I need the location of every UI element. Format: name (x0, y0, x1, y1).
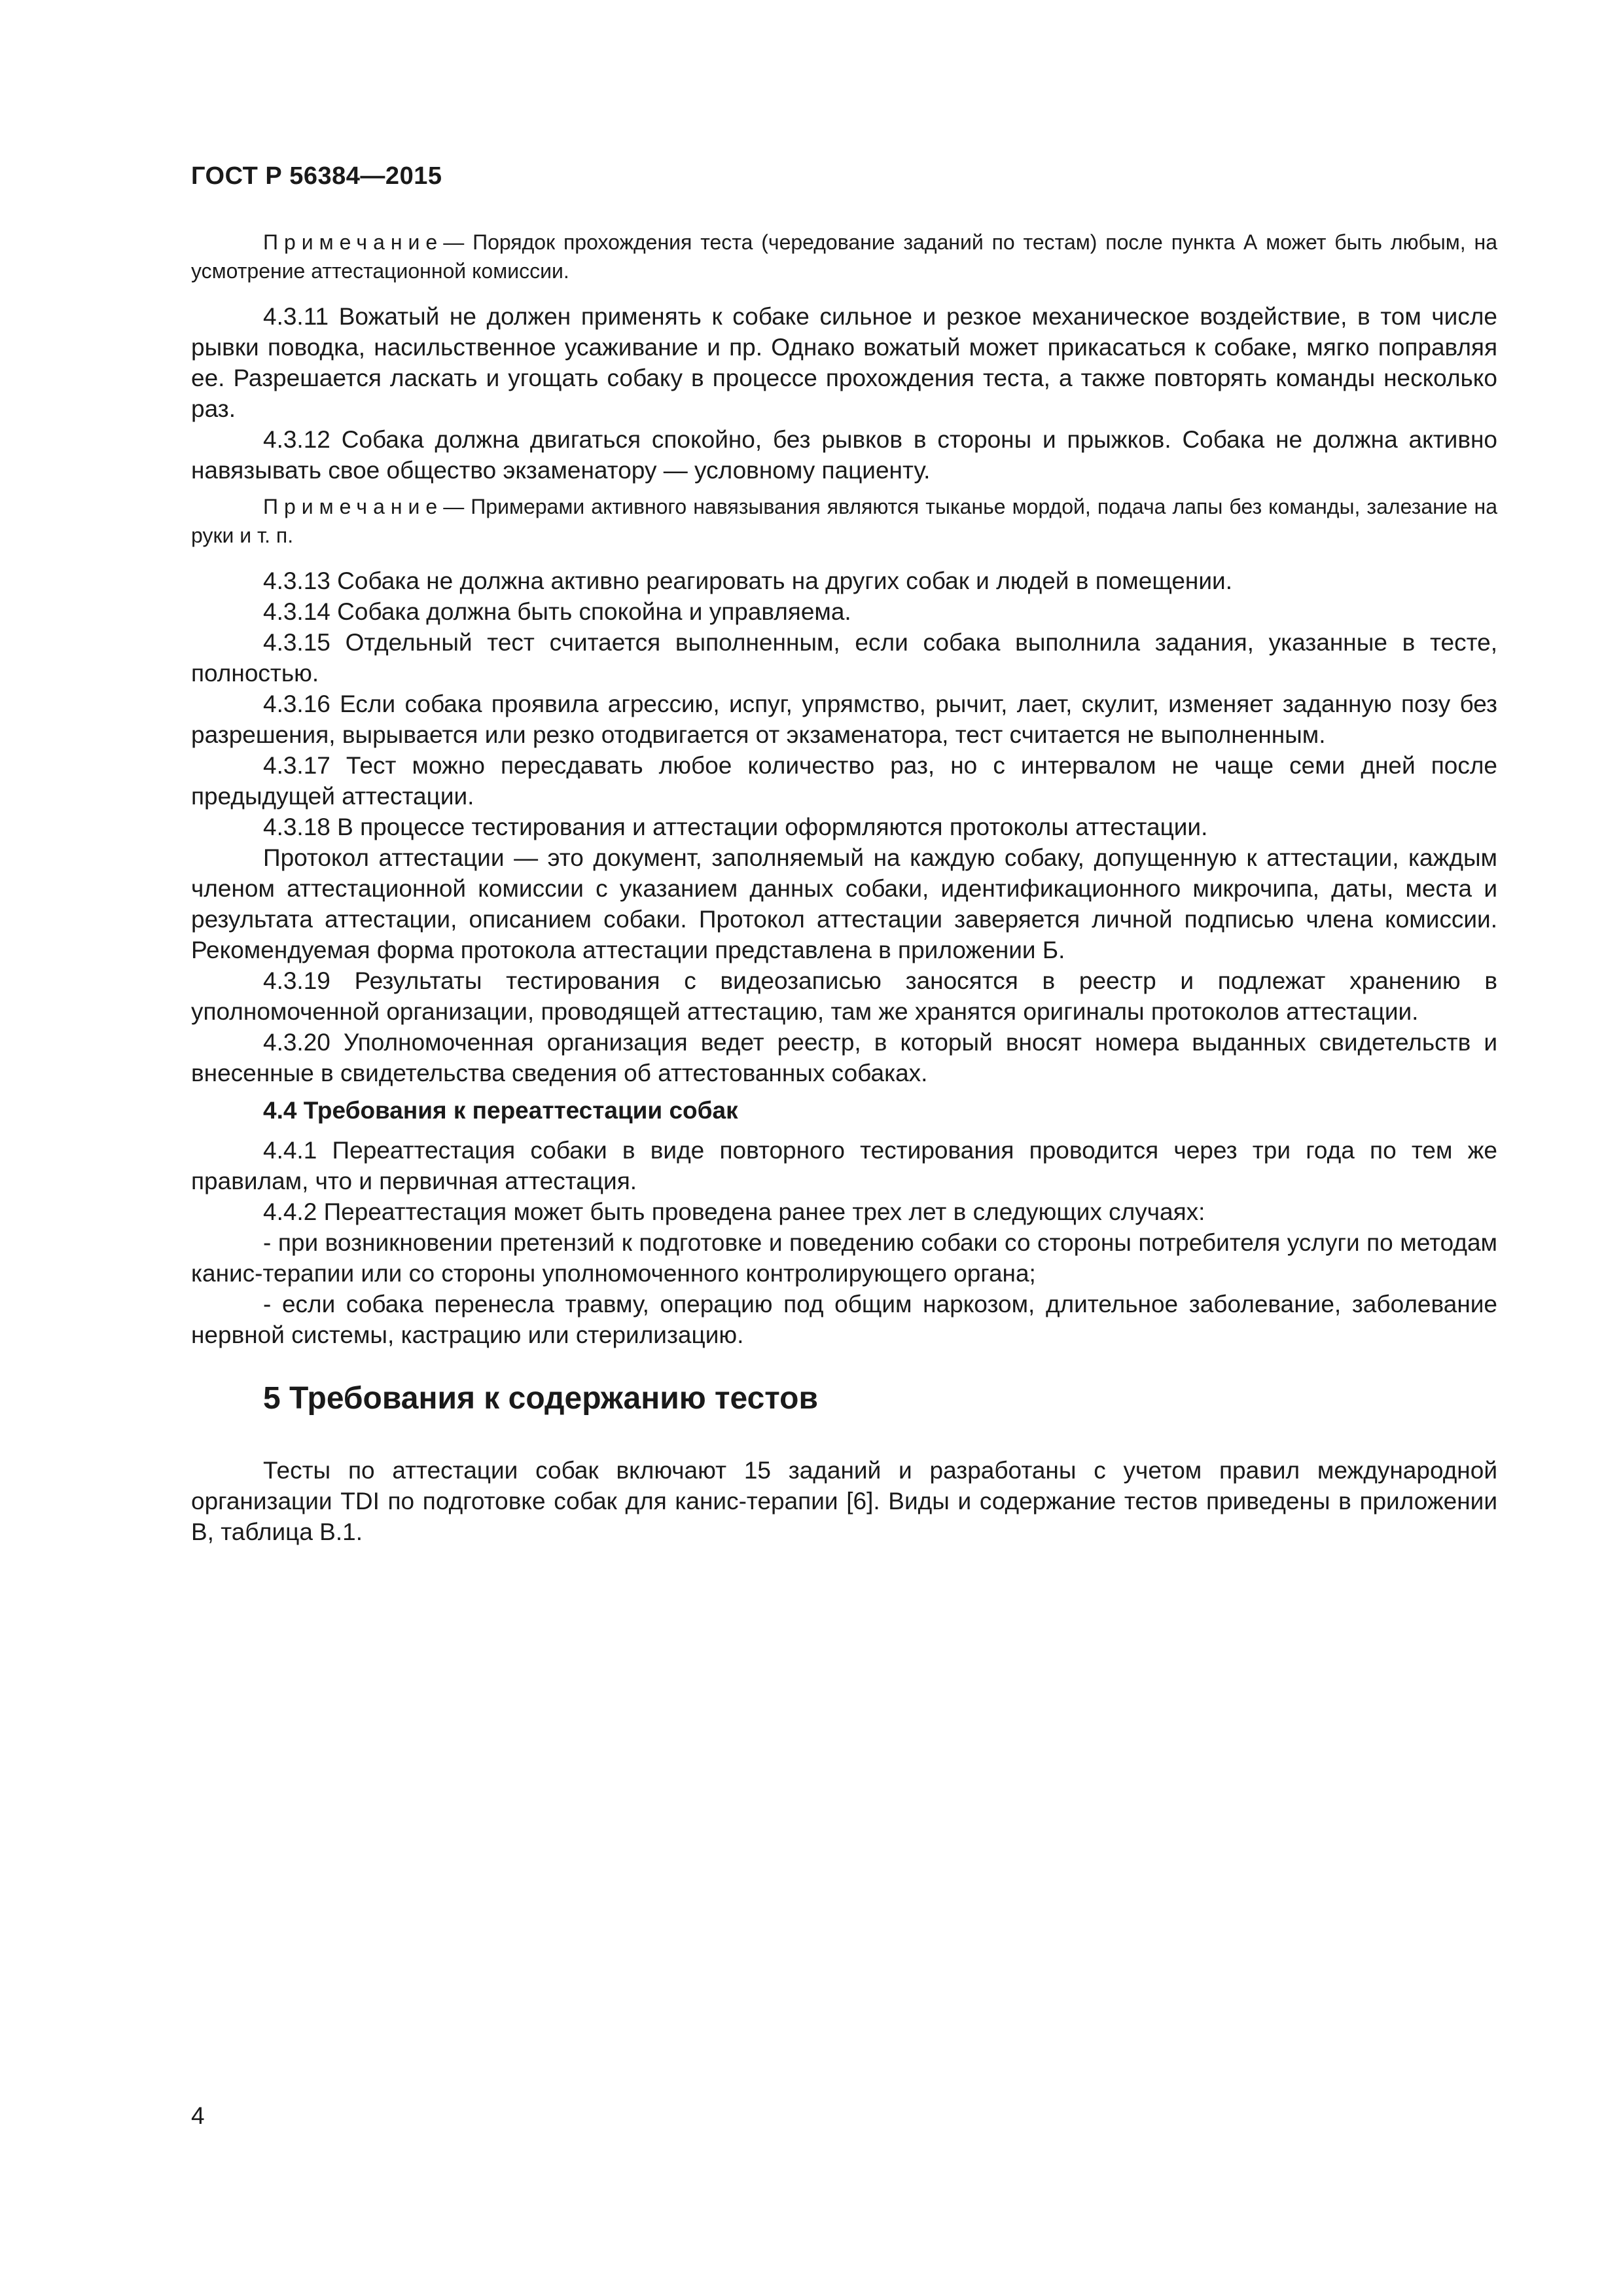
list-item-claims: - при возникновении претензий к подготовке и поведению собаки со стороны потребителя услуги по методам канис-терапии или со стороны уполномоченного контролирующего органа; (191, 1229, 1497, 1287)
paragraph-4-3-17: 4.3.17 Тест можно пересдавать любое количество раз, но с интервалом не чаще семи дней после предыдущей аттестации. (191, 752, 1497, 810)
page-number: 4 (191, 2102, 205, 2129)
paragraph-4-3-11: 4.3.11 Вожатый не должен применять к собаке сильное и резкое механическое воздействие, в том числе рывки поводка, насильственное усаживание и пр. Однако вожатый может прикасаться к собаке, мягко поправляя ее. Разрешается ласкать и угощать собаку в процессе прохождения теста, а также повторять команды несколько раз. (191, 303, 1497, 422)
subsection-4-4-heading: 4.4 Требования к переаттестации собак (263, 1097, 738, 1124)
paragraph-4-3-16: 4.3.16 Если собака проявила агрессию, испуг, упрямство, рычит, лает, скулит, изменяет заданную позу без разрешения, вырывается или резко отодвигается от экзаменатора, тест считается не выполненным. (191, 691, 1497, 748)
paragraph-4-3-19: 4.3.19 Результаты тестирования с видеозаписью заносятся в реестр и подлежат хранению в уполномоченной организации, проводящей аттестацию, там же хранятся оригиналы протоколов аттестации. (191, 967, 1497, 1025)
page-content (191, 223, 1497, 1547)
paragraph-4-3-13: 4.3.13 Собака не должна активно реагировать на других собак и людей в помещении. (263, 567, 1232, 594)
section-5-paragraph: Тесты по аттестации собак включают 15 заданий и разработаны с учетом правил международной организации TDI по подготовке собак для канис-терапии [6]. Виды и содержание тестов приведены в приложении В, таблица В.1. (191, 1457, 1497, 1545)
note-1-label: Примечание (263, 230, 444, 254)
paragraph-4-3-18: 4.3.18 В процессе тестирования и аттестации оформляются протоколы аттестации. (263, 814, 1208, 840)
paragraph-4-3-14: 4.3.14 Собака должна быть спокойна и управляема. (263, 598, 851, 625)
section-5-heading: 5 Требования к содержанию тестов (263, 1381, 818, 1416)
paragraph-4-3-20: 4.3.20 Уполномоченная организация ведет реестр, в который вносят номера выданных свидетельств и внесенные в свидетельства сведения об аттестованных собаках. (191, 1029, 1497, 1086)
note-2 (191, 492, 1497, 550)
paragraph-4-4-1: 4.4.1 Переаттестация собаки в виде повторного тестирования проводится через три года по тем же правилам, что и первичная аттестация. (191, 1137, 1497, 1194)
paragraph-4-3-12: 4.3.12 Собака должна двигаться спокойно, без рывков в стороны и прыжков. Собака не должна активно навязывать свое общество экзаменатору — условному пациенту. (191, 426, 1497, 484)
paragraph-4-4-2: 4.4.2 Переаттестация может быть проведена ранее трех лет в следующих случаях: (263, 1198, 1205, 1225)
note-2-label: Примечание (263, 495, 444, 518)
note-2-text: — Примерами активного навязывания являются тыканье мордой, подача лапы без команды, залезание на руки и т. п. (191, 495, 1497, 547)
note-1 (191, 228, 1497, 285)
paragraph-protocol-definition: Протокол аттестации — это документ, заполняемый на каждую собаку, допущенную к аттестации, каждым членом аттестационной комиссии с указанием данных собаки, идентификационного микрочипа, даты, места и результата аттестации, описанием собаки. Протокол аттестации заверяется личной подписью члена комиссии. Рекомендуемая форма протокола аттестации представлена в приложении Б. (191, 844, 1497, 963)
document-code-header: ГОСТ Р 56384—2015 (191, 162, 442, 190)
list-item-injury: - если собака перенесла травму, операцию под общим наркозом, длительное заболевание, заболевание нервной системы, кастрацию или стерилизацию. (191, 1291, 1497, 1348)
paragraph-4-3-15: 4.3.15 Отдельный тест считается выполненным, если собака выполнила задания, указанные в тесте, полностью. (191, 629, 1497, 687)
note-1-text: — Порядок прохождения теста (чередование заданий по тестам) после пункта А может быть любым, на усмотрение аттестационной комиссии. (191, 230, 1497, 283)
